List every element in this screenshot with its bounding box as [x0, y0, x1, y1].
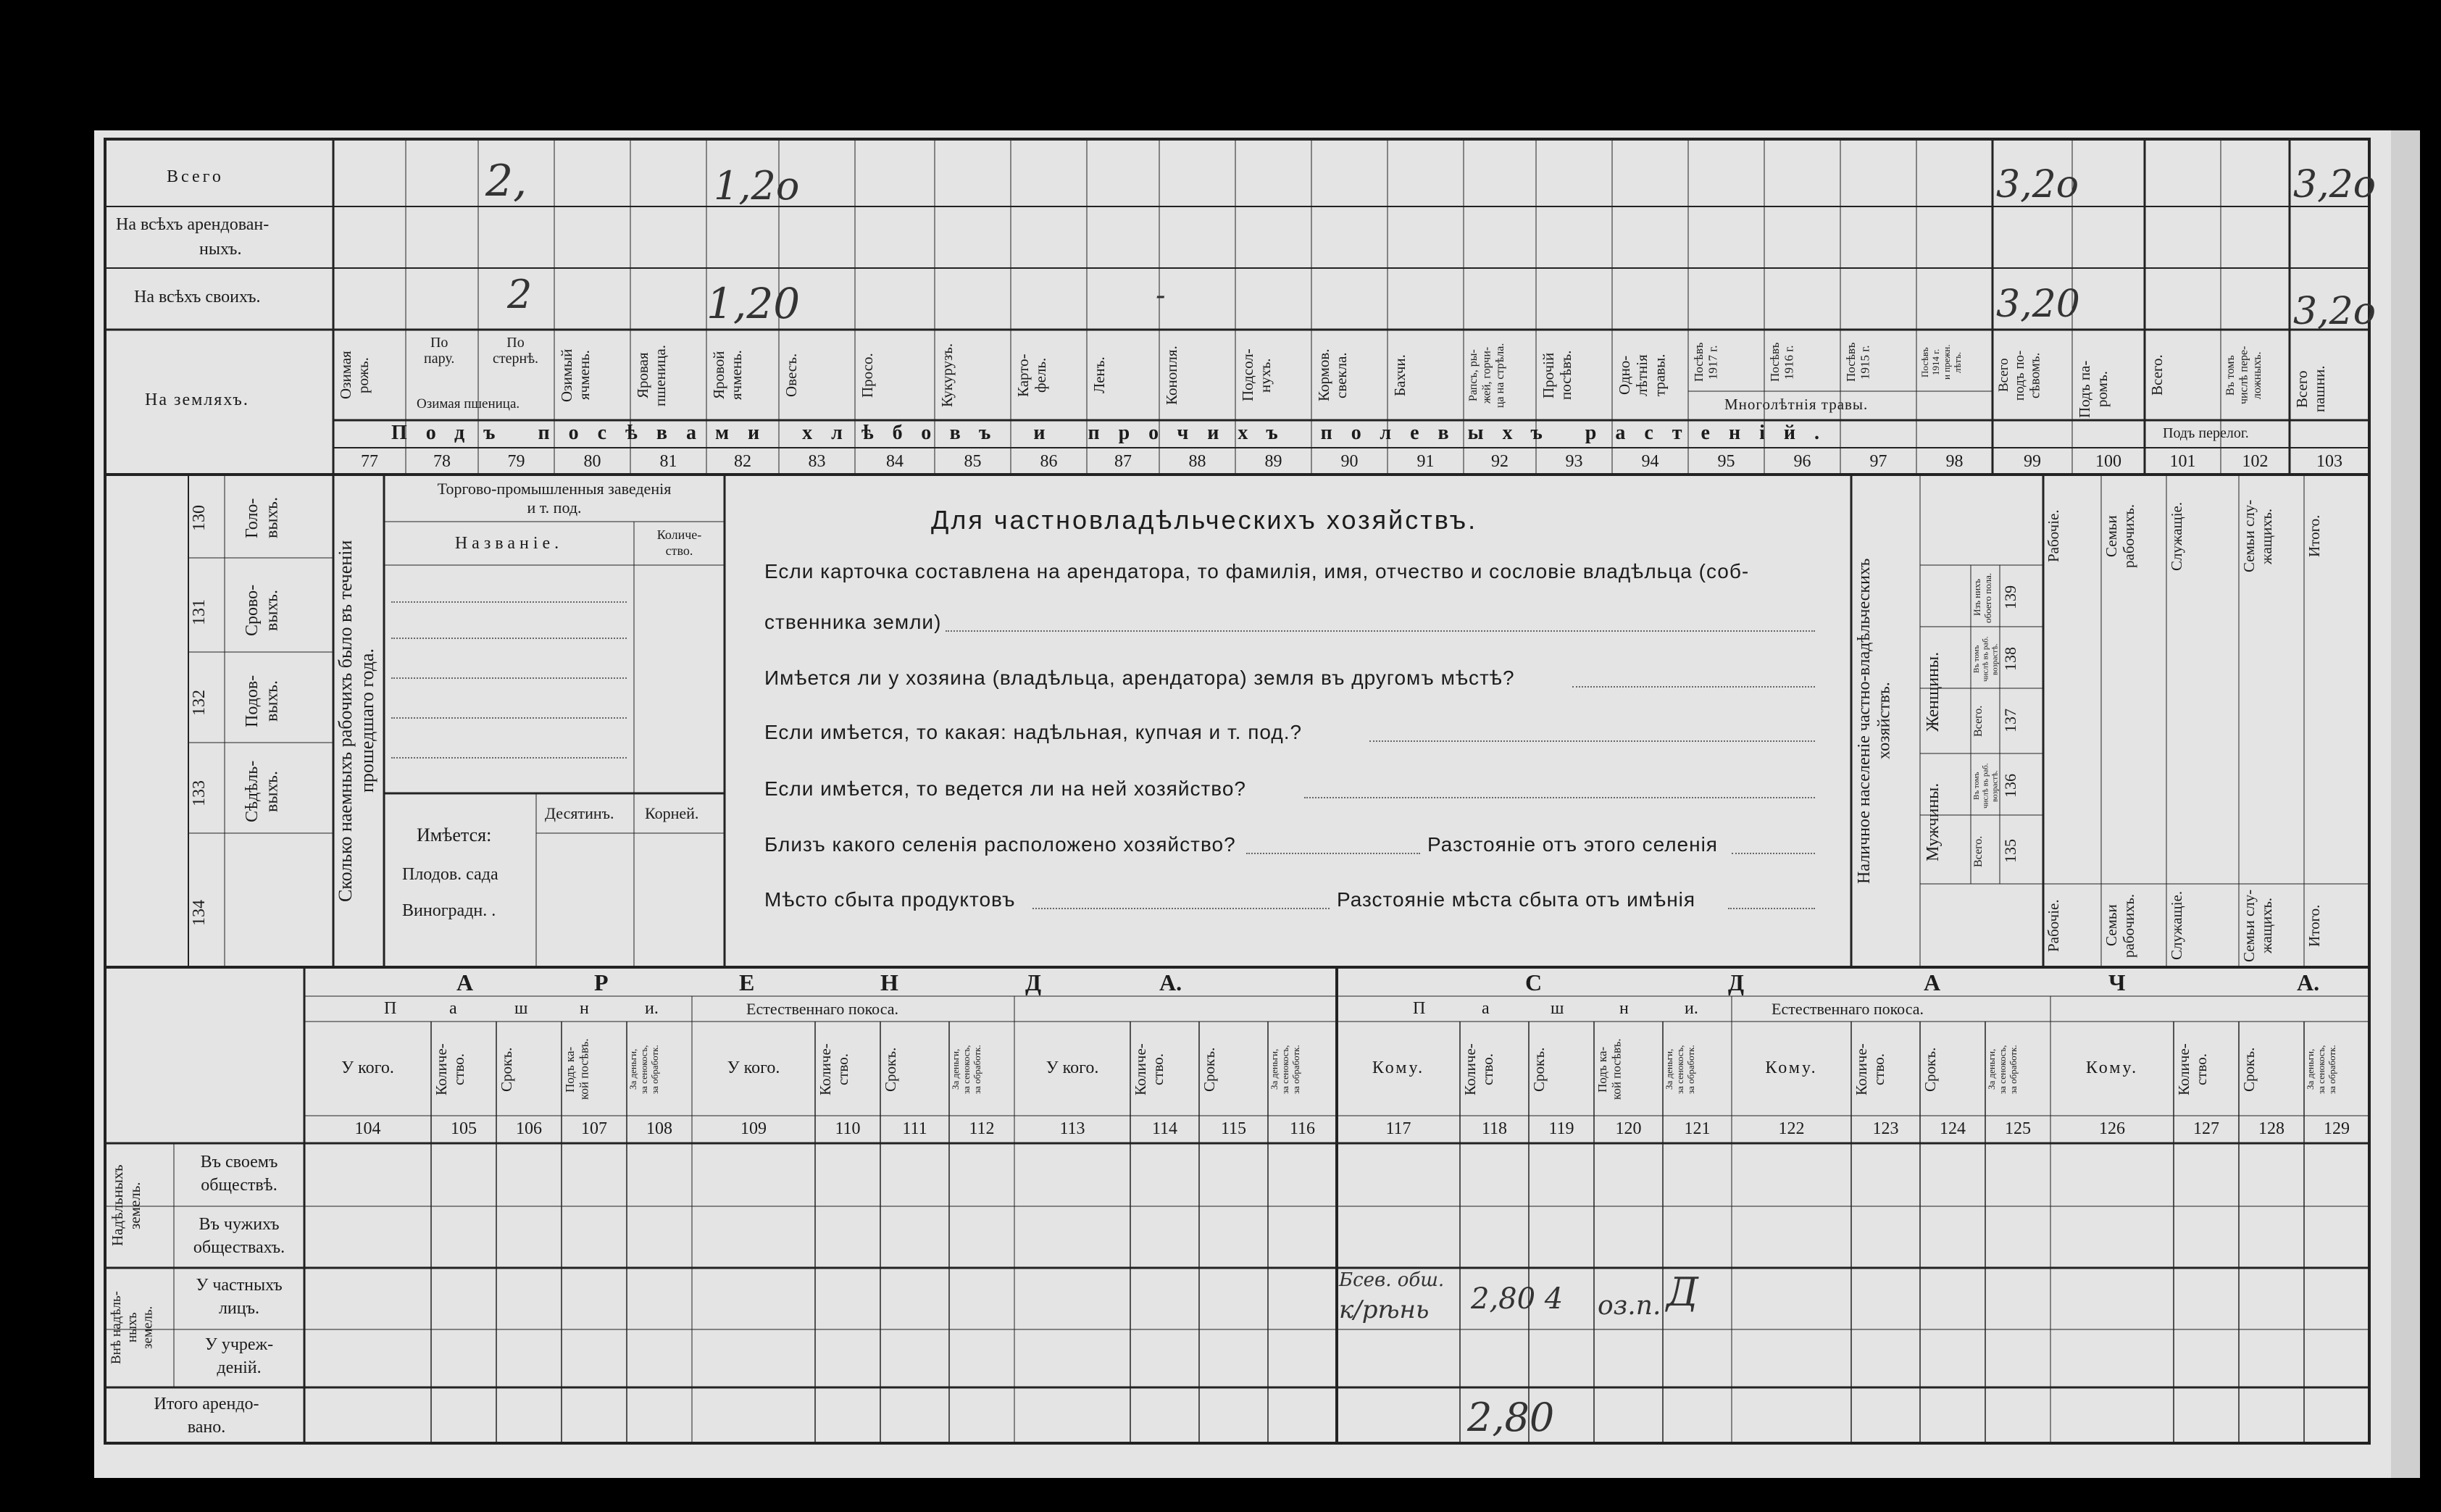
arenda-letter: А [456, 969, 474, 995]
hw-dash: - [1156, 279, 1166, 312]
pop-num-135: 135 [2001, 839, 2019, 864]
hired-workers-label: Сколько наемныхъ рабочихъ было въ теченiи прошедшаго года. [335, 540, 377, 902]
col-num: 111 [902, 1119, 927, 1138]
hdr-crop: Подъ ка- кой посѣвъ. [563, 1038, 591, 1100]
col-num: 129 [2324, 1119, 2350, 1138]
perennial-grasses-label: Многолѣтнiя травы. [1724, 396, 1869, 413]
hw-total: 2,80 [1467, 1395, 1555, 1440]
row-institutions: У учреж- денiй. [204, 1335, 274, 1378]
men-label: Мужчины. [1924, 782, 1943, 862]
hdr-qty: Количе- ство. [433, 1043, 468, 1095]
hdr-term: Срокъ. [1921, 1047, 1939, 1092]
col-num: 117 [1385, 1119, 1411, 1138]
col-num: 107 [581, 1119, 607, 1138]
col-num: 95 [1717, 452, 1735, 471]
col-employees: Служащiе. [2168, 501, 2185, 571]
col-num: 100 [2095, 452, 2121, 471]
nadel-label: Надѣльныхъ земель. [109, 1164, 144, 1247]
answer-line [1572, 686, 1815, 688]
col-num: 91 [1416, 452, 1435, 471]
row-label-rented: На всѣхъ арендован- [116, 215, 270, 234]
orchard-label: Плодов. сада [402, 865, 498, 884]
hw-total-99: 3,2о [1996, 163, 2079, 206]
col-potato: Карто- фель. [1014, 354, 1050, 397]
col-num: 94 [1641, 452, 1659, 471]
col-num: 83 [808, 452, 826, 471]
pashni-letter: ш [514, 999, 528, 1018]
hdr-term: Срокъ. [1530, 1047, 1548, 1092]
trade-header: Торгово-промышленныя заведенiя и т. под. [437, 480, 672, 517]
question-market: Мѣсто сбыта продуктовъ [764, 888, 1016, 911]
arenda-letter: А. [1159, 969, 1182, 995]
col-spring-barley: Яровой ячмень. [710, 350, 746, 401]
pashni-letter: и. [1685, 999, 1698, 1018]
col-num: 118 [1481, 1119, 1508, 1138]
desyatin-header: Десятинъ. [545, 804, 614, 822]
pashni-letter: а [449, 999, 457, 1018]
hdr-from-whom: У кого. [1046, 1058, 1099, 1077]
col-num: 90 [1340, 452, 1359, 471]
hdr-to-whom: Кому. [1372, 1058, 1425, 1077]
col-employee-families-bottom: Семьи слу- жащихъ. [2240, 889, 2276, 962]
col-num: 79 [507, 452, 525, 471]
pashni-letter: П [1413, 999, 1426, 1018]
col-num: 110 [835, 1119, 861, 1138]
sdacha-letter: Д [1728, 969, 1745, 995]
col-total: Итого. [2306, 514, 2323, 558]
arenda-pokos: Естественнаго покоса. [746, 1000, 899, 1018]
row-label-lands: На земляхъ. [145, 390, 249, 409]
col-stubble: По стернѣ. [493, 335, 539, 367]
col-rapeseed: Рапсъ, ры- жей, горчи- ца на стрѣла. [1467, 343, 1506, 408]
col-total-arable: Всего пашни. [2293, 365, 2329, 413]
col-num: 86 [1040, 452, 1058, 471]
left-label-podov: Подов- выхъ. [243, 674, 282, 727]
question-owner-2: ственника земли) [764, 611, 942, 633]
col-num: 102 [2242, 452, 2269, 471]
private-farms-title: Для частновладѣльческихъ хозяйствъ. [931, 505, 1478, 535]
hdr-payment: За деньги, за сенокосъ, за обработк. [1269, 1045, 1301, 1094]
answer-line [1304, 797, 1815, 798]
hw-own-99: 3,20 [1996, 283, 2080, 326]
has-label: Имѣется: [417, 824, 492, 845]
sdacha-letter: А [1924, 969, 1941, 995]
population-label: Наличное населенiе частно-владѣльческихъ хозяйствъ. [1855, 558, 1894, 884]
col-spring-wheat: Яровая пшеница. [634, 344, 669, 406]
col-worker-families-bottom: Семьи рабочихъ. [2103, 893, 2138, 958]
trade-row-line [391, 677, 627, 679]
pashni-letter: ш [1551, 999, 1564, 1018]
crops-band-label: Подъ посѣвами хлѣбовъ и прочихъ полевыхъ растенiй. [391, 422, 1839, 444]
answer-line [1032, 908, 1330, 909]
answer-line [1732, 853, 1815, 854]
col-winter-barley: Озимый ячмень. [558, 348, 593, 402]
col-num: 109 [740, 1119, 767, 1138]
col-num: 105 [451, 1119, 477, 1138]
col-num: 77 [361, 452, 378, 471]
pashni-letter: н [580, 999, 589, 1018]
col-fodder-beet: Кормов. свекла. [1315, 348, 1351, 402]
hw-own-82: 1,20 [706, 279, 801, 328]
col-num: 98 [1945, 452, 1964, 471]
left-num-132: 132 [190, 690, 209, 716]
hdr-payment: За деньги, за сенокосъ, за обработк. [950, 1045, 982, 1094]
hdr-to-whom: Кому. [2085, 1058, 2139, 1077]
col-fallow-land: Подъ па- ромъ. [2076, 360, 2111, 418]
col-num: 114 [1151, 1119, 1178, 1138]
col-total-bottom: Итого. [2306, 904, 2323, 947]
hdr-qty: Количе- ство. [1853, 1043, 1888, 1095]
col-of-which-lay: Въ томъ числѣ пере- ложныхъ. [2224, 346, 2263, 405]
hw-total-103: 3,2о [2293, 163, 2377, 206]
col-num: 113 [1059, 1119, 1085, 1138]
col-sown-1914: Посѣвъ 1914 г. и прежн. лѣтъ. [1919, 344, 1963, 380]
col-corn: Кукурузъ. [938, 343, 956, 408]
row-other-communities: Въ чужихъ обществахъ. [193, 1215, 285, 1258]
col-num: 122 [1778, 1119, 1805, 1138]
vne-nadel-label: Внѣ надѣль- ныхъ земель. [109, 1291, 156, 1364]
hdr-payment: За деньги, за сенокосъ, за обработк. [2305, 1045, 2337, 1094]
col-num: 112 [969, 1119, 995, 1138]
hw-own-79: 2 [507, 272, 533, 317]
col-annual-grasses: Одно- лѣтнiя травы. [1616, 354, 1669, 397]
answer-line [1369, 740, 1815, 742]
hdr-to-whom: Кому. [1765, 1058, 1818, 1077]
hdr-from-whom: У кого. [341, 1058, 394, 1077]
women-total: Всего. [1972, 705, 1985, 737]
hdr-payment: За деньги, за сенокосъ, за обработк. [1664, 1045, 1696, 1094]
pashni-letter: а [1482, 999, 1490, 1018]
col-melons: Бахчи. [1391, 354, 1409, 396]
hdr-payment: За деньги, за сенокосъ, за обработк. [627, 1045, 660, 1094]
left-label-heads: Голо- выхъ. [243, 497, 282, 539]
row-label-total: Всего [167, 167, 224, 186]
row-private-persons: У частныхъ лицъ. [196, 1276, 283, 1319]
question-owner: Если карточка составлена на арендатора, то фамилiя, имя, отчество и сословiе владѣльца (соб- [764, 560, 1750, 582]
answer-line [946, 630, 1815, 632]
hw-total-82: 1,2о [714, 163, 800, 209]
hdr-qty: Количе- ство. [1461, 1043, 1497, 1095]
hdr-qty: Количе- ство. [817, 1043, 852, 1095]
men-working: Въ томъ числѣ въ раб. возрастѣ. [1972, 763, 2000, 809]
pop-num-138: 138 [2001, 647, 2019, 672]
vineyard-label: Виноградн. . [402, 901, 496, 920]
trade-row-line [391, 757, 627, 759]
question-market-distance: Разстоянiе мѣста сбыта отъ имѣнiя [1337, 888, 1696, 911]
both-sexes: Изъ нихъ обоего пола. [1971, 572, 1993, 623]
col-num: 103 [2316, 452, 2342, 471]
men-total: Всего. [1972, 835, 1985, 867]
col-num: 78 [433, 452, 451, 471]
col-sown-1915: Посѣвъ 1915 г. [1844, 342, 1872, 383]
col-num: 128 [2258, 1119, 2284, 1138]
women-label: Женщины. [1924, 651, 1943, 732]
left-num-133: 133 [190, 780, 209, 806]
answer-line [1246, 853, 1420, 854]
col-num: 82 [734, 452, 751, 471]
col-employees-bottom: Служащiе. [2168, 890, 2185, 961]
arenda-letter: Р [594, 969, 609, 995]
sdacha-letter: Ч [2108, 969, 2126, 995]
col-winter-wheat: Озимая пшеница. [417, 396, 520, 412]
hdr-term: Срокъ. [498, 1047, 515, 1092]
col-num: 97 [1869, 452, 1887, 471]
col-num: 108 [646, 1119, 672, 1138]
question-village: Близъ какого селенiя расположено хозяйство? [764, 833, 1236, 856]
hdr-term: Срокъ. [882, 1047, 899, 1092]
col-total-sown: Всего подъ по- сѣвомъ. [1996, 350, 2043, 401]
col-num: 125 [2005, 1119, 2031, 1138]
col-num: 84 [886, 452, 904, 471]
pop-num-137: 137 [2001, 709, 2019, 733]
col-oats: Овесъ. [783, 353, 800, 398]
pop-num-136: 136 [2001, 774, 2019, 798]
hdr-qty: Количе- ство. [1132, 1043, 1167, 1095]
col-employee-families: Семьи слу- жащихъ. [2240, 499, 2276, 573]
hw-payment: Д [1666, 1269, 1698, 1315]
left-num-134: 134 [190, 900, 209, 926]
hdr-crop: Подъ ка- кой посѣвъ. [1595, 1038, 1624, 1100]
col-flax: Ленъ. [1090, 356, 1108, 394]
col-num: 80 [583, 452, 601, 471]
col-num: 99 [2024, 452, 2041, 471]
col-num: 88 [1188, 452, 1206, 471]
left-label-saddle: Сѣдѣль- выхъ. [243, 760, 282, 823]
col-num: 96 [1793, 452, 1811, 471]
women-working: Въ томъ числѣ въ раб. возрастѣ. [1972, 636, 2000, 682]
hdr-from-whom: У кого. [727, 1058, 780, 1077]
trade-row-line [391, 601, 627, 603]
lay-land-label: Подъ перелог. [2163, 425, 2249, 441]
col-num: 85 [964, 452, 982, 471]
col-num: 92 [1491, 452, 1509, 471]
col-num: 119 [1548, 1119, 1574, 1138]
hdr-payment: За деньги, за сенокосъ, за обработк. [1986, 1045, 2019, 1094]
pashni-letter: и. [645, 999, 659, 1018]
hw-quantity: 2,80 4 [1471, 1282, 1564, 1316]
col-num: 87 [1114, 452, 1132, 471]
row-own-community: Въ своемъ обществѣ. [200, 1153, 278, 1195]
answer-line [1728, 908, 1815, 909]
col-fallow: По пару. [424, 335, 455, 367]
col-workers: Рабочiе. [2045, 509, 2062, 563]
col-num: 126 [2099, 1119, 2125, 1138]
hw-recipient-2: к/рѣнь [1339, 1295, 1430, 1324]
col-workers-bottom: Рабочiе. [2045, 899, 2062, 952]
col-num: 93 [1565, 452, 1583, 471]
col-num: 106 [516, 1119, 542, 1138]
col-total-lay: Всего. [2148, 354, 2166, 396]
pashni-letter: П [384, 999, 397, 1018]
col-num: 115 [1220, 1119, 1247, 1138]
row-label-own: На всѣхъ своихъ. [134, 288, 261, 306]
col-sown-1916: Посѣвъ 1916 г. [1768, 342, 1796, 383]
pop-num-139: 139 [2001, 585, 2019, 610]
hdr-qty: Количе- ство. [2175, 1043, 2211, 1095]
left-label-srov: Срово- выхъ. [243, 584, 282, 637]
trade-row-line [391, 638, 627, 639]
trade-name-header: Названiе. [454, 534, 564, 553]
row-total-rented: Итого арендо- вано. [154, 1395, 259, 1437]
pashni-letter: н [1619, 999, 1629, 1018]
korney-header: Корней. [645, 804, 699, 822]
col-num: 123 [1872, 1119, 1899, 1138]
hw-own-103: 3,2о [2293, 290, 2377, 333]
question-land-type: Если имѣется, то какая: надѣльная, купчая и т. под.? [764, 721, 1303, 743]
col-millet: Просо. [859, 353, 876, 398]
col-num: 101 [2169, 452, 2196, 471]
col-sunflower: Подсол- нухъ. [1239, 348, 1274, 402]
col-num: 81 [659, 452, 677, 471]
col-hemp: Конопля. [1163, 346, 1180, 405]
col-num: 104 [354, 1119, 381, 1138]
col-num: 116 [1289, 1119, 1316, 1138]
col-num: 121 [1684, 1119, 1711, 1138]
arenda-letter: Е [739, 969, 755, 995]
sdacha-pokos: Естественнаго покоса. [1772, 1000, 1924, 1018]
question-farming: Если имѣется, то ведется ли на ней хозяйство? [764, 777, 1246, 800]
hw-recipient: Бсев. обш. [1339, 1269, 1445, 1291]
col-worker-families: Семьи рабочихъ. [2103, 504, 2138, 569]
question-village-distance: Разстоянiе отъ этого селенiя [1427, 833, 1718, 856]
col-num: 127 [2193, 1119, 2219, 1138]
left-num-130: 130 [190, 505, 209, 531]
sdacha-letter: А. [2297, 969, 2320, 995]
hdr-term: Срокъ. [2240, 1047, 2258, 1092]
sdacha-letter: С [1525, 969, 1543, 995]
hdr-term: Срокъ. [1201, 1047, 1218, 1092]
col-num: 124 [1940, 1119, 1966, 1138]
trade-row-line [391, 717, 627, 719]
left-num-131: 131 [190, 599, 209, 625]
arenda-letter: Д [1025, 969, 1042, 995]
col-num: 89 [1264, 452, 1282, 471]
col-other-crops: Прочiй посѣвъ. [1540, 350, 1575, 401]
col-num: 120 [1615, 1119, 1642, 1138]
hw-crop: оз.п. [1598, 1291, 1661, 1321]
col-winter-rye: Озимая рожь. [337, 351, 372, 400]
question-other-land: Имѣется ли у хозяина (владѣльца, арендатора) земля въ другомъ мѣстѣ? [764, 667, 1515, 689]
trade-qty-header: Количе- ство. [656, 527, 702, 558]
hw-total-78: 2, [485, 156, 527, 206]
arenda-letter: Н [880, 969, 898, 995]
col-sown-1917: Посѣвъ 1917 г. [1692, 342, 1720, 383]
row-label-rented-2: ныхъ. [199, 240, 242, 259]
